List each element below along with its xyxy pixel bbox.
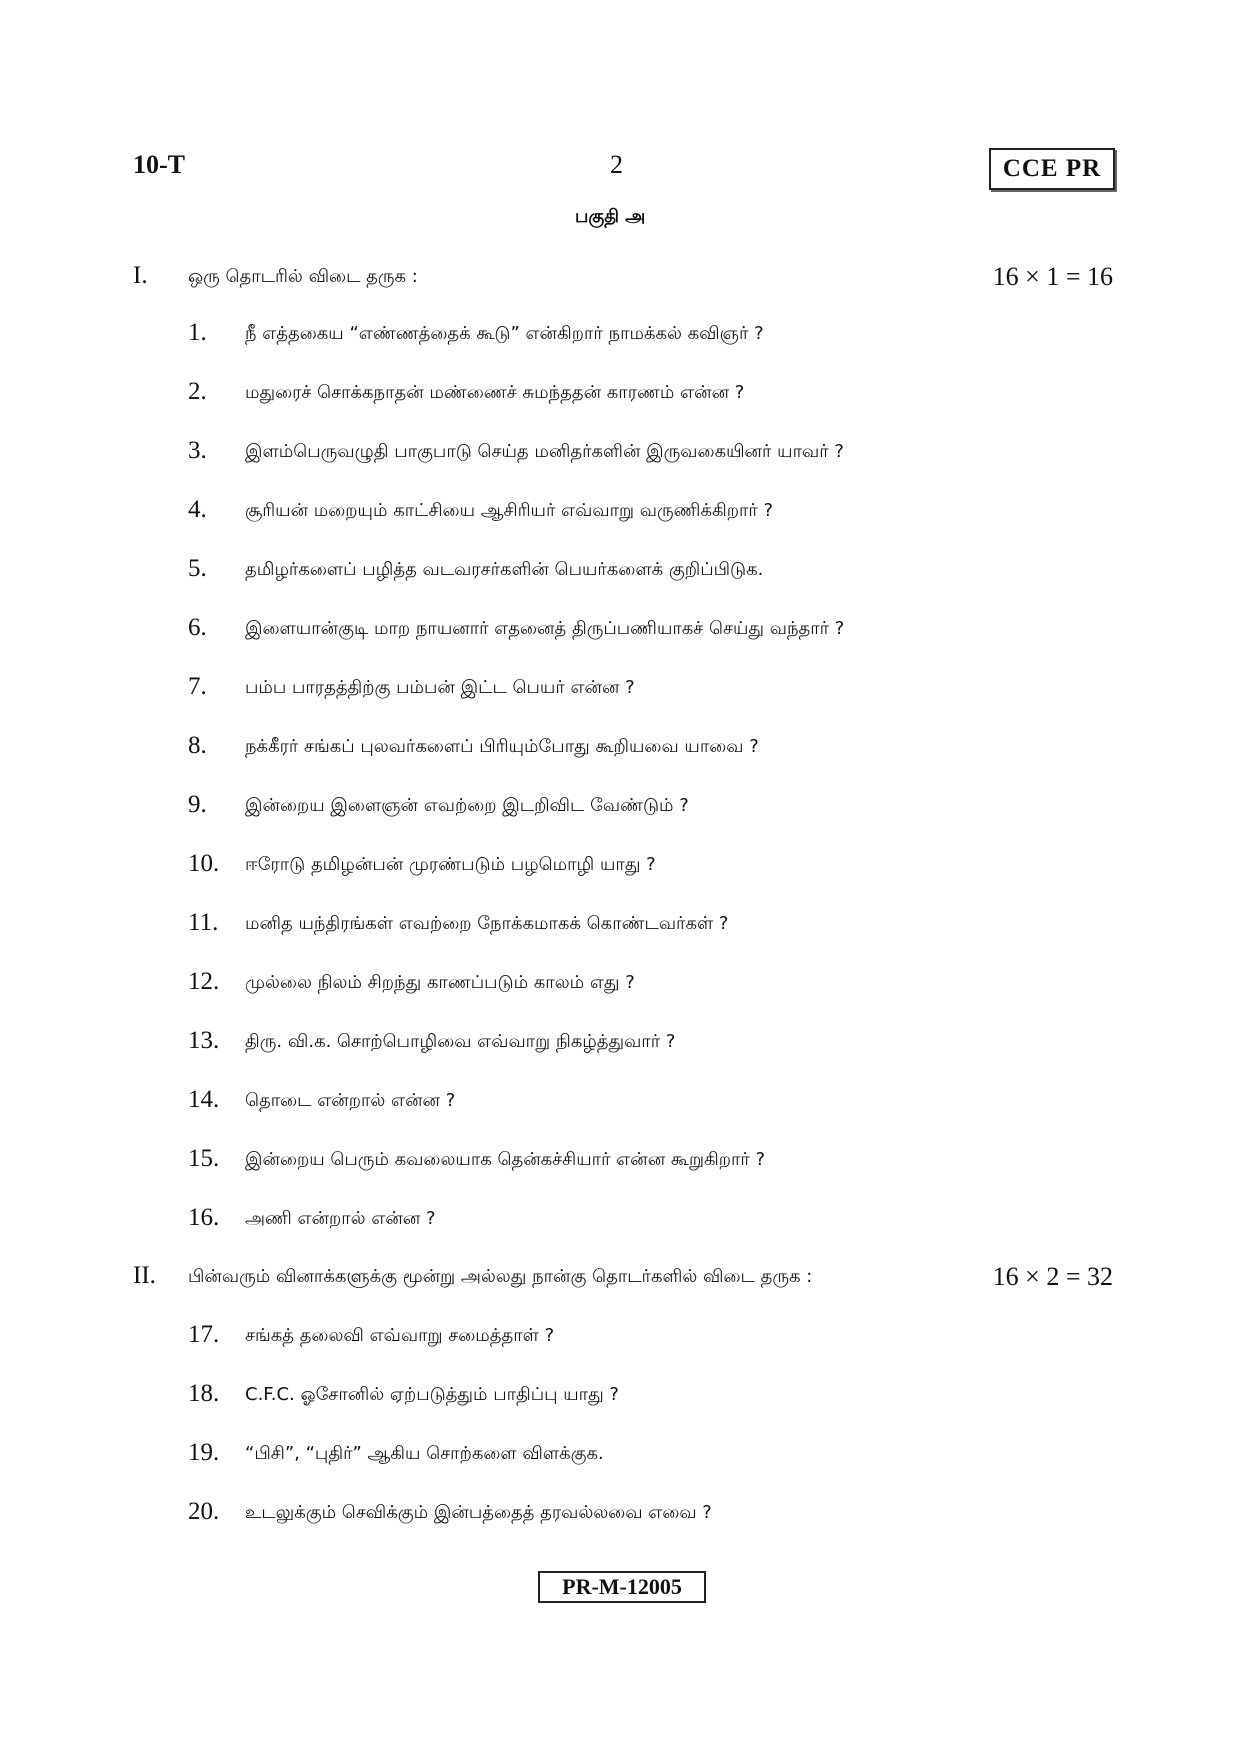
section-header: [133, 1262, 1113, 1296]
question-number: 1.: [188, 319, 207, 346]
question-text: முல்லை நிலம் சிறந்து காணப்படும் காலம் எது ?: [245, 972, 635, 993]
question-text: சூரியன் மறையும் காட்சியை ஆசிரியர் எவ்வாறு வருணிக்கிறார் ?: [245, 500, 774, 521]
question: [188, 1027, 1088, 1061]
question-text: சங்கத் தலைவி எவ்வாறு சமைத்தாள் ?: [245, 1325, 555, 1346]
question-text: திரு. வி.க. சொற்பொழிவை எவ்வாறு நிகழ்த்துவார் ?: [245, 1031, 676, 1052]
question-number: 13.: [188, 1027, 220, 1054]
question: [188, 496, 1088, 530]
question: [188, 1321, 1088, 1355]
question-number: 18.: [188, 1380, 220, 1407]
question-number: 6.: [188, 614, 207, 641]
question-number: 11.: [188, 909, 219, 936]
question-number: 4.: [188, 496, 207, 523]
question: [188, 1204, 1088, 1238]
question-number: 2.: [188, 378, 207, 405]
question: [188, 968, 1088, 1002]
question-number: 8.: [188, 732, 207, 759]
question: [188, 437, 1088, 471]
question-text: உடலுக்கும் செவிக்கும் இன்பத்தைத் தரவல்லவை எவை ?: [245, 1502, 712, 1523]
section-numeral: I.: [133, 262, 148, 289]
question-text: தொடை என்றால் என்ன ?: [245, 1090, 456, 1111]
question-text: C.F.C. ஓசோனில் ஏற்படுத்தும் பாதிப்பு யாது ?: [245, 1384, 619, 1405]
subject-code: 10-T: [133, 150, 185, 179]
question-number: 7.: [188, 673, 207, 700]
question-text: இளையான்குடி மாற நாயனார் எதனைத் திருப்பணியாகச் செய்து வந்தார் ?: [245, 618, 845, 639]
question-text: நீ எத்தகைய “எண்ணத்தைக் கூடு” என்கிறார் நாமக்கல் கவிஞர் ?: [245, 323, 764, 344]
question-text: இன்றைய பெரும் கவலையாக தென்கச்சியார் என்ன கூறுகிறார் ?: [245, 1149, 766, 1170]
question: [188, 791, 1088, 825]
question-number: 9.: [188, 791, 207, 818]
question-text: அணி என்றால் என்ன ?: [245, 1208, 436, 1229]
question: [188, 614, 1088, 648]
section-instruction: ஒரு தொடரில் விடை தருக :: [188, 266, 418, 287]
section-marks: 16 × 1 = 16: [992, 262, 1113, 291]
question-text: மதுரைச் சொக்கநாதன் மண்ணைச் சுமந்ததன் காரணம் என்ன ?: [245, 382, 745, 403]
question: [188, 909, 1088, 943]
question: [188, 1439, 1088, 1473]
page-number: 2: [610, 150, 623, 179]
question-text: பம்ப பாரதத்திற்கு பம்பன் இட்ட பெயர் என்ன ?: [245, 677, 635, 698]
question-text: “பிசி”, “புதிர்” ஆகிய சொற்களை விளக்குக.: [245, 1443, 604, 1464]
section-marks: 16 × 2 = 32: [992, 1262, 1113, 1291]
question: [188, 1145, 1088, 1179]
question-number: 20.: [188, 1498, 220, 1525]
question: [188, 1086, 1088, 1120]
question-text: நக்கீரர் சங்கப் புலவர்களைப் பிரியும்போது கூறியவை யாவை ?: [245, 736, 759, 757]
section-numeral: II.: [133, 1262, 156, 1289]
question: [188, 378, 1088, 412]
question: [188, 555, 1088, 589]
question-text: தமிழர்களைப் பழித்த வடவரசர்களின் பெயர்களைக் குறிப்பிடுக.: [245, 559, 764, 580]
question-number: 17.: [188, 1321, 220, 1348]
question: [188, 1380, 1088, 1414]
question: [188, 732, 1088, 766]
question-text: ஈரோடு தமிழன்பன் முரண்படும் பழமொழி யாது ?: [245, 854, 656, 875]
question-number: 19.: [188, 1439, 220, 1466]
question-number: 5.: [188, 555, 207, 582]
question: [188, 1498, 1088, 1532]
question-number: 14.: [188, 1086, 220, 1113]
section-header: [133, 262, 1113, 296]
question-text: மனித யந்திரங்கள் எவற்றை நோக்கமாகக் கொண்டவர்கள் ?: [245, 913, 729, 934]
section-instruction: பின்வரும் வினாக்களுக்கு மூன்று அல்லது நான்கு தொடர்களில் விடை தருக :: [188, 1266, 813, 1287]
question: [188, 673, 1088, 707]
question-text: இன்றைய இளைஞன் எவற்றை இடறிவிட வேண்டும் ?: [245, 795, 689, 816]
question-number: 15.: [188, 1145, 220, 1172]
question: [188, 319, 1088, 353]
footer-code-box: PR-M-12005: [538, 1571, 706, 1603]
question-number: 3.: [188, 437, 207, 464]
part-title: பகுதி அ: [575, 206, 646, 227]
question-number: 12.: [188, 968, 220, 995]
question-number: 16.: [188, 1204, 220, 1231]
question-number: 10.: [188, 850, 220, 877]
question-text: இளம்பெருவழுதி பாகுபாடு செய்த மனிதர்களின் இருவகையினர் யாவர் ?: [245, 441, 844, 462]
paper-code-box: CCE PR: [989, 148, 1115, 190]
question: [188, 850, 1088, 884]
